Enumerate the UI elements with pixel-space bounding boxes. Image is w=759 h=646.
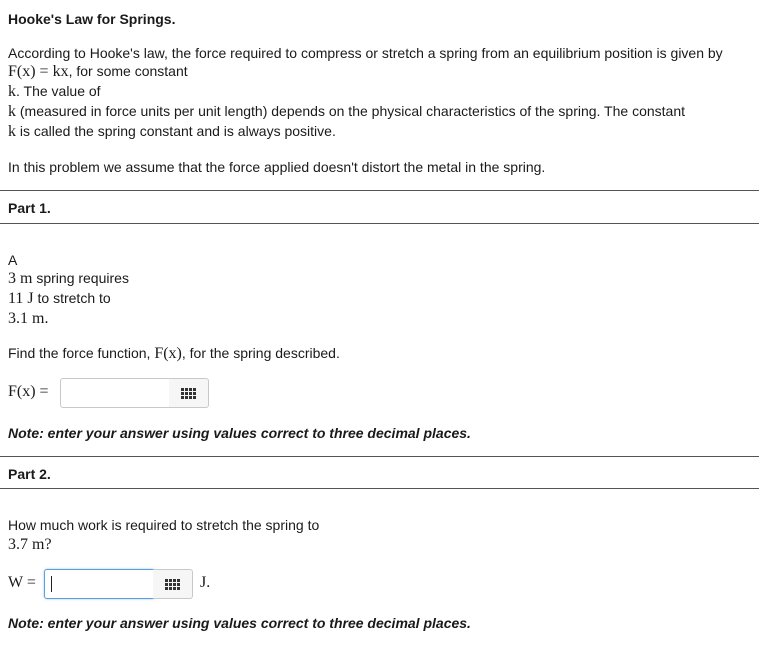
part2-question: How much work is required to stretch the spring to (8, 517, 320, 533)
part1-line-length (8, 270, 129, 288)
grid-icon (165, 579, 180, 590)
text-caret (51, 576, 52, 592)
stretch-length: 3.1 m. (8, 310, 49, 327)
divider (0, 190, 759, 191)
part1-line-work (8, 290, 111, 308)
spring-length: 3 m (8, 270, 33, 287)
intro-line-5 (8, 123, 336, 141)
work-amount: 11 J (8, 290, 34, 307)
force-function-input[interactable] (60, 378, 170, 408)
math-palette-button[interactable] (153, 569, 193, 599)
assumption-text: In this problem we assume that the force applied doesn't distort the metal in the spring. (8, 159, 546, 175)
part2-heading: Part 2. (8, 466, 51, 482)
k-symbol: k (8, 83, 16, 100)
part1-question-suffix: , for the spring described. (181, 345, 340, 361)
force-function-symbol: F(x) (154, 345, 182, 362)
part1-question-prefix: Find the force function, (8, 345, 155, 361)
divider (0, 223, 759, 224)
intro-line-3 (8, 83, 101, 101)
divider (0, 456, 759, 457)
grid-icon (181, 388, 196, 399)
part1-note: Note: enter your answer using values correct to three decimal places. (8, 425, 471, 441)
math-palette-button[interactable] (169, 378, 209, 408)
hooke-formula: F(x) = kx (8, 63, 69, 80)
page-title: Hooke's Law for Springs. (8, 11, 176, 27)
work-input[interactable] (44, 569, 154, 599)
part1-length-text: spring requires (32, 270, 129, 286)
intro-line-1: According to Hooke's law, the force required to compress or stretch a spring from an equilibrium position is given by (8, 45, 723, 61)
k-symbol: k (8, 123, 16, 140)
intro-line-3-text: . The value of (16, 83, 101, 99)
intro-line-2-text: , for some constant (68, 63, 188, 79)
intro-line-4 (8, 103, 685, 121)
intro-line-2 (8, 63, 188, 81)
target-distance: 3.7 m? (8, 536, 52, 553)
part2-note: Note: enter your answer using values correct to three decimal places. (8, 615, 471, 631)
part1-question (8, 345, 340, 363)
part1-work-text: to stretch to (33, 290, 111, 306)
part2-answer-label: W = (8, 574, 36, 591)
part1-answer-label: F(x) = (8, 383, 49, 400)
divider (0, 488, 759, 489)
part1-heading: Part 1. (8, 200, 51, 216)
k-symbol: k (8, 103, 16, 120)
intro-line-4-text: (measured in force units per unit length) depends on the physical characteristics of the spring. The constant (16, 103, 685, 119)
work-unit: J. (200, 574, 211, 591)
intro-line-5-text: is called the spring constant and is always positive. (16, 123, 336, 139)
part1-article: A (8, 252, 18, 268)
